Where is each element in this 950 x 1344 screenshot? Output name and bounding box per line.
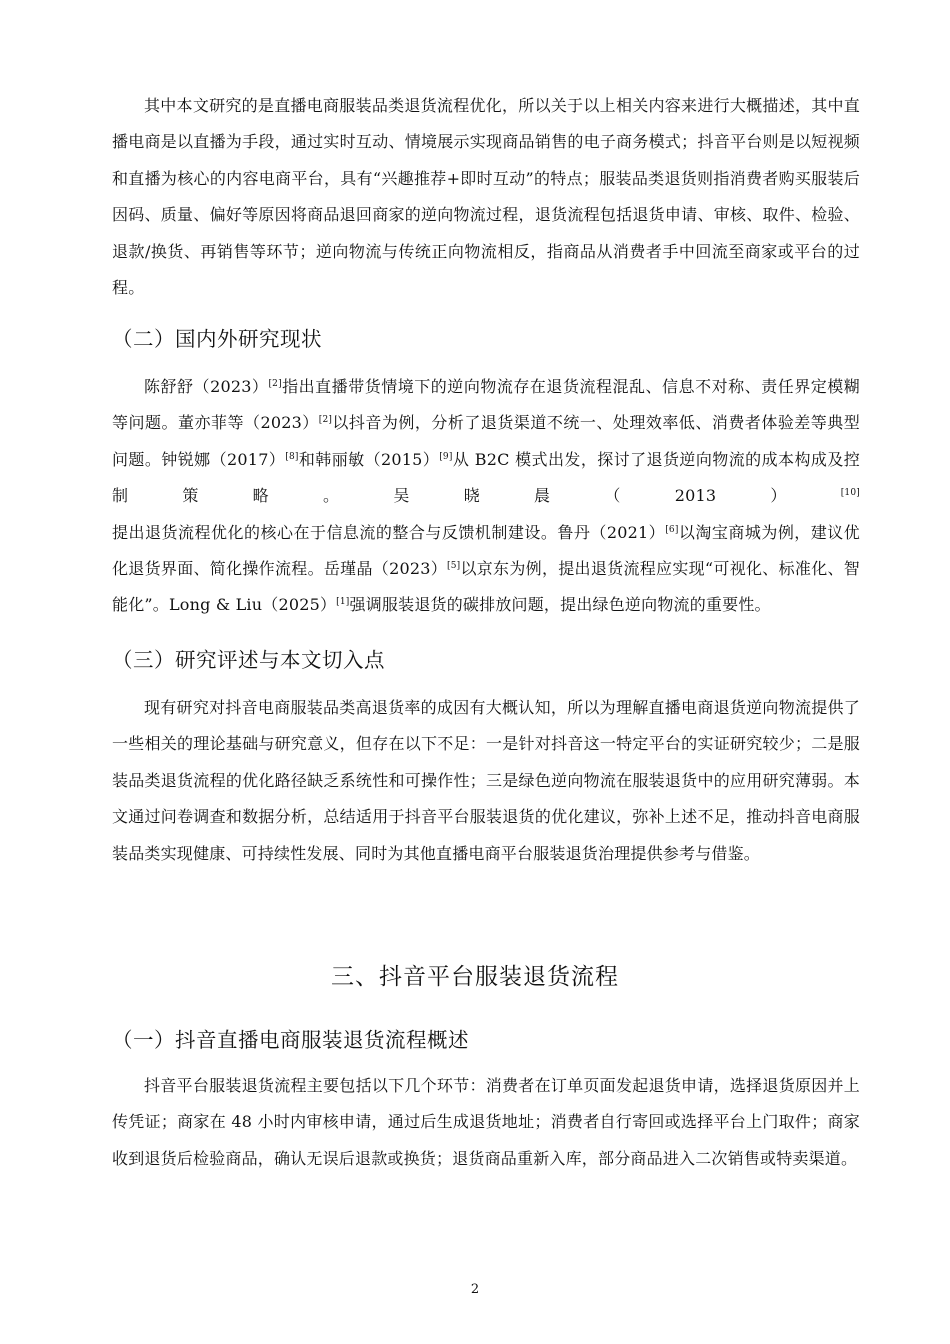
citation-text: 和韩丽敏（2015） [298, 449, 440, 469]
citation-text: 提出退货流程优化的核心在于信息流的整合与反馈机制建设。鲁丹（2021） [112, 522, 666, 542]
subsection-heading-process-overview: （一）抖音直播电商服装退货流程概述 [112, 1028, 469, 1052]
page-number: 2 [470, 1282, 480, 1297]
reference-marker: [10] [840, 488, 860, 499]
reference-marker: [2] [268, 379, 282, 389]
process-paragraph: 抖音平台服装退货流程主要包括以下几个环节：消费者在订单页面发起退货申请，选择退货原因并上传凭证；商家在 48 小时内审核申请，通过后生成退货地址；消费者自行寄回或选择平台上门取件；商家收到退货后检验商品，确认无误后退款或换货；退货商品重新入库，部分商品进入二次销售或特卖渠道。 [112, 1076, 860, 1168]
citation-text: 以淘宝商城为例，建议优化退货界面、简化操作流程。岳瑾晶（2023） [112, 522, 860, 579]
review-paragraph: 现有研究对抖音电商服装品类高退货率的成因有大概认知，所以为理解直播电商退货逆向物流提供了一些相关的理论基础与研究意义，但存在以下不足：一是针对抖音这一特定平台的实证研究较少；二是服装品类退货流程的优化路径缺乏系统性和可操作性；三是绿色逆向物流在服装退货中的应用研究薄弱。本文通过问卷调查和数据分析，总结适用于抖音平台服装退货的优化建议，弥补上述不足，推动抖音电商服装品类实现健康、可持续性发展、同时为其他直播电商平台服装退货治理提供参考与借鉴。 [112, 698, 860, 863]
reference-marker: [6] [665, 524, 679, 535]
citation-text: 陈舒舒（2023） [144, 377, 269, 396]
citation-text: 以抖音为例，分析了退货渠道不统一、处理效率低、消费者体验差等典型问题。钟锐娜（2017） [112, 413, 860, 469]
reference-marker: [1] [336, 597, 350, 608]
reference-marker: [5] [447, 561, 461, 572]
literature-review-paragraph [112, 369, 860, 624]
section-heading-research-status: （二）国内外研究现状 [112, 327, 322, 351]
intro-paragraph: 其中本文研究的是直播电商服装品类退货流程优化，所以关于以上相关内容来进行大概描述，其中直播电商是以直播为手段，通过实时互动、情境展示实现商品销售的电子商务模式；抖音平台则是以短视频和直播为核心的内容电商平台，具有“兴趣推荐+即时互动”的特点；服装品类退货则指消费者购买服装后因码、质量、偏好等原因将商品退回商家的逆向物流过程，退货流程包括退货申请、审核、取件、检验、退款/换货、再销售等环节；逆向物流与传统正向物流相反，指商品从消费者手中回流至商家或平台的过程。 [112, 96, 860, 298]
chapter-heading: 三、抖音平台服装退货流程 [331, 964, 619, 990]
citation-text: 指出直播带货情境下的逆向物流存在退货流程混乱、信息不对称、责任界定模糊等问题。董亦菲等（2023） [112, 377, 860, 433]
section-heading-review: （三）研究评述与本文切入点 [112, 648, 385, 672]
citation-text: 从 B2C 模式出发，探讨了退货逆向物流的成本构成及控制策略。吴晓晨（2013） [112, 449, 860, 506]
citation-text: 以京东为例，提出退货流程应实现“可视化、标准化、智能化”。Long & Liu（2025） [112, 559, 860, 615]
reference-marker: [9] [439, 451, 453, 462]
reference-marker: [8] [285, 451, 299, 462]
reference-marker: [2] [318, 415, 333, 426]
citation-text: 强调服装退货的碳排放问题，提出绿色逆向物流的重要性。 [349, 595, 771, 615]
